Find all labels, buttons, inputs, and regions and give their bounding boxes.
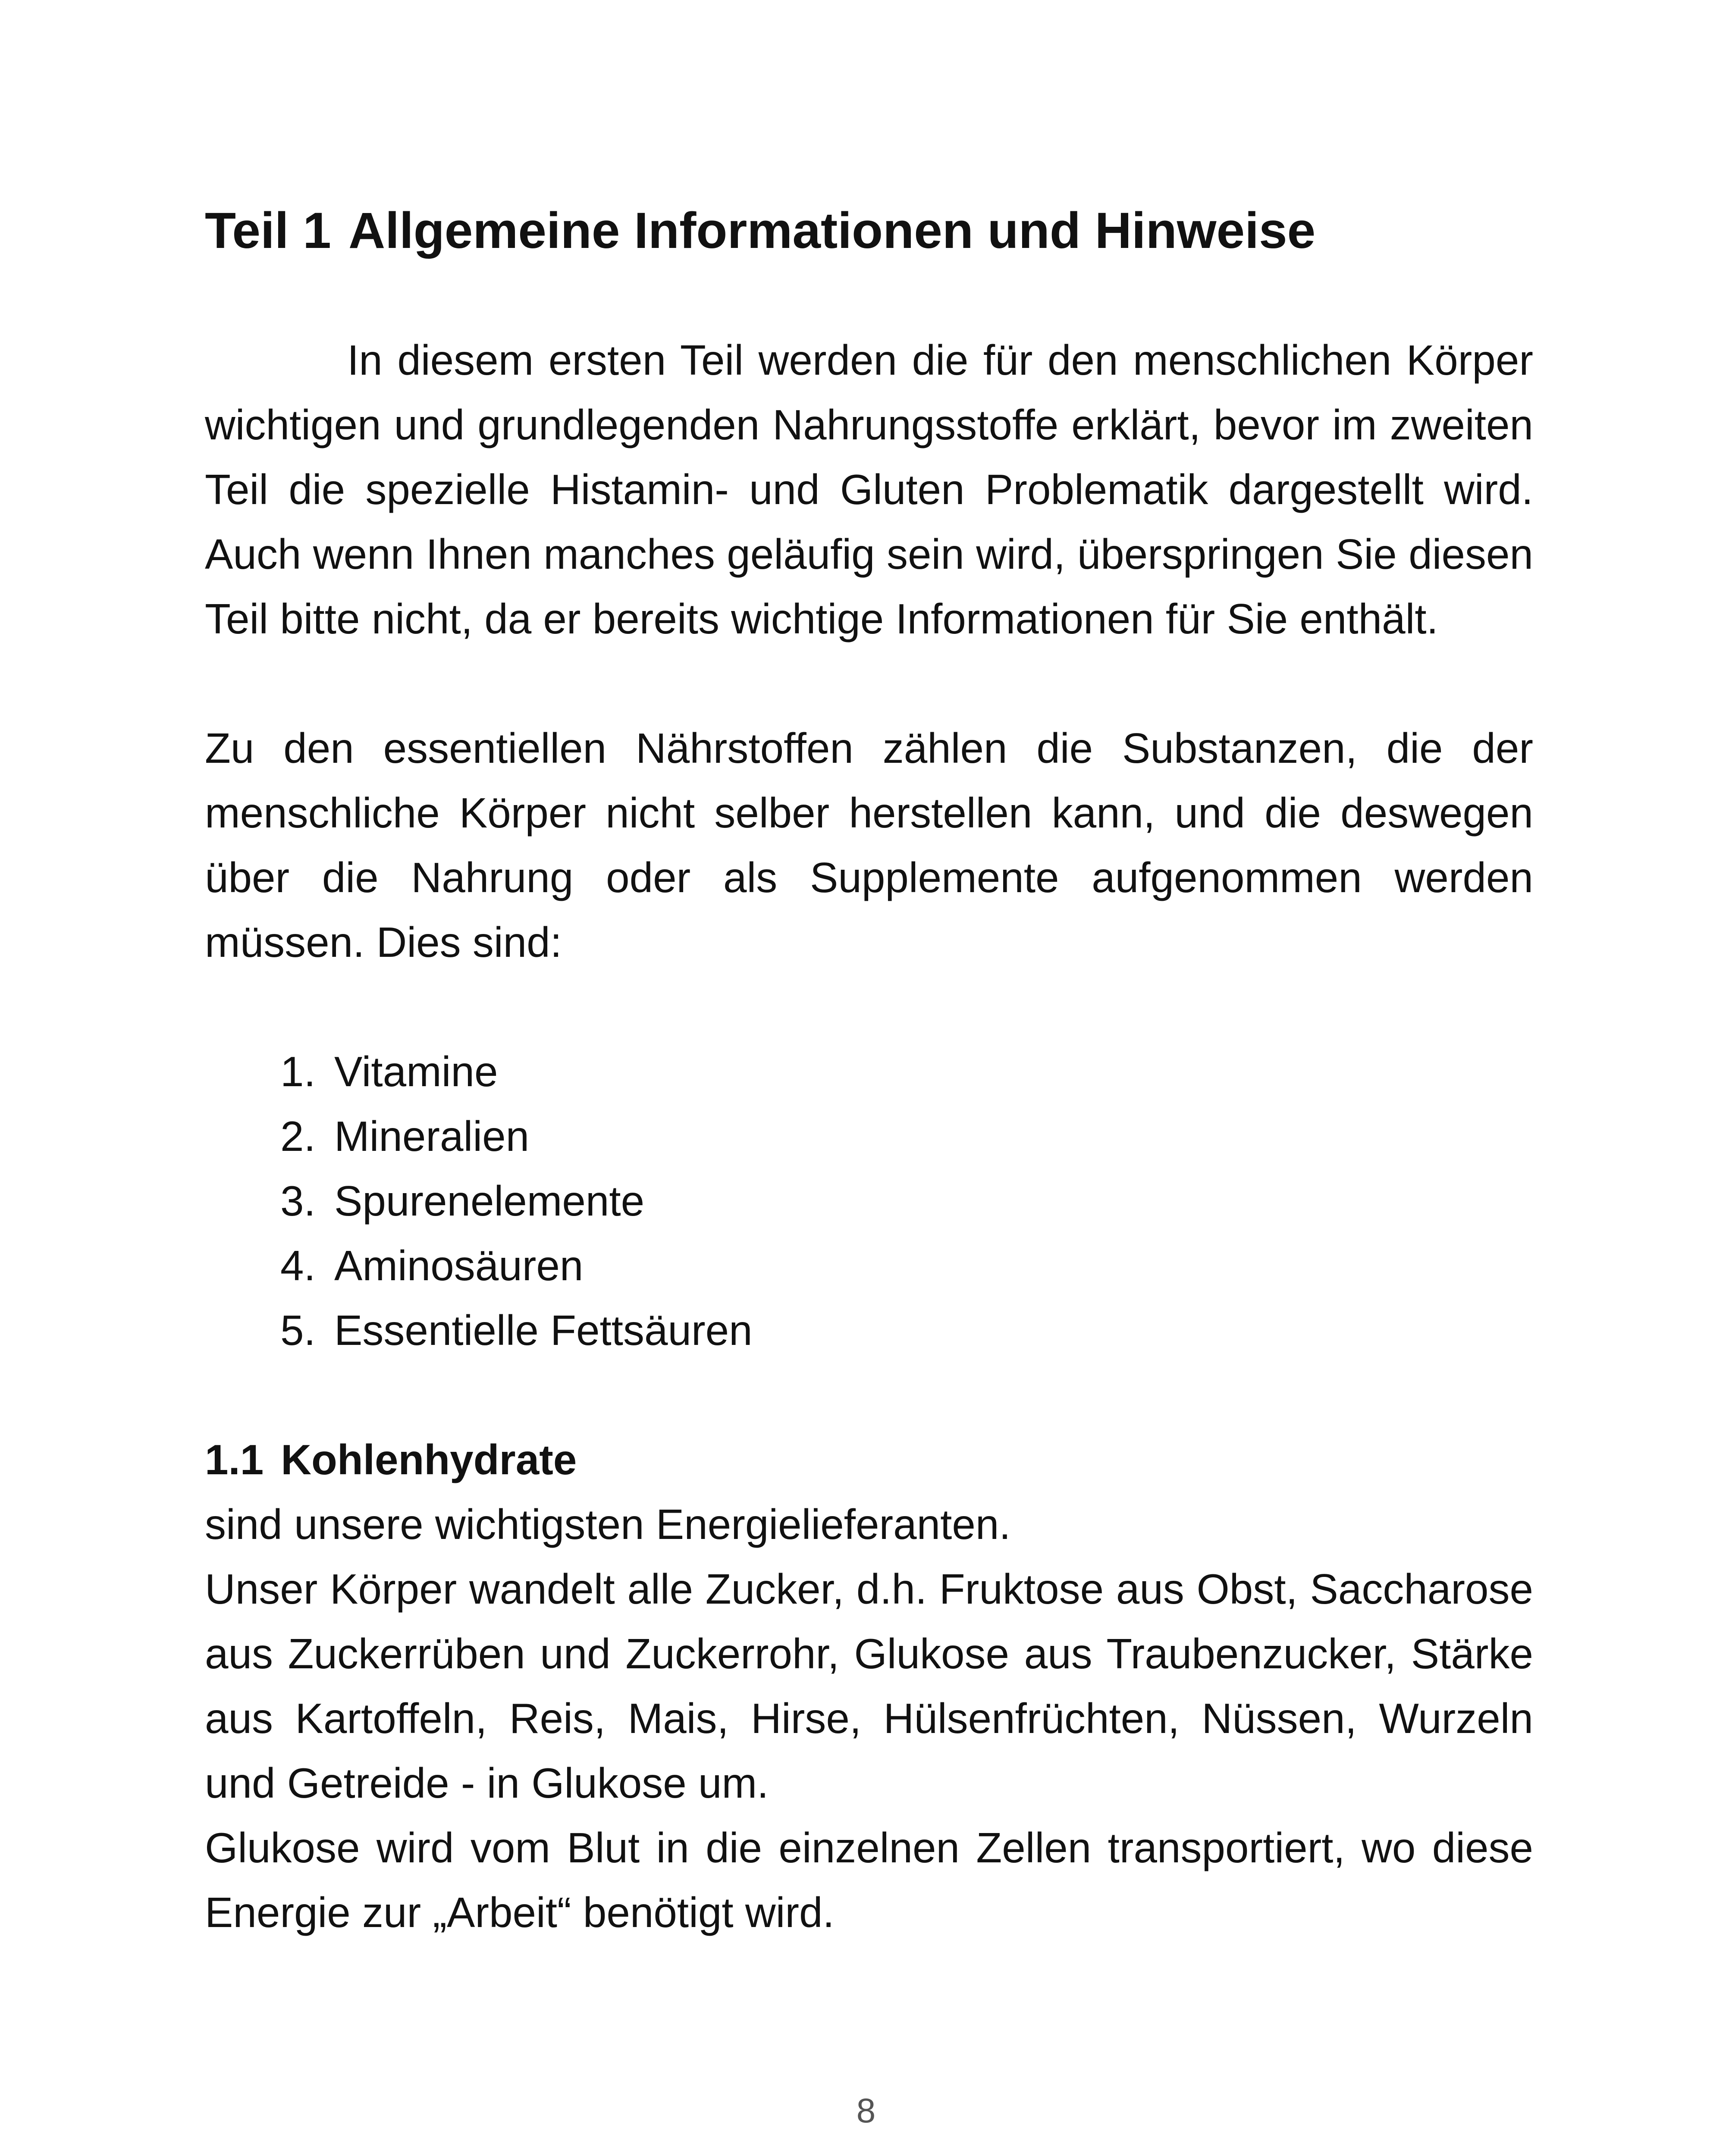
list-marker: 1.	[280, 1048, 316, 1095]
paragraph-spacer	[205, 651, 1533, 716]
list-item-text: Aminosäuren	[334, 1242, 584, 1289]
list-marker: 4.	[280, 1242, 316, 1289]
chapter-heading	[205, 198, 1533, 263]
list-item	[205, 1039, 1533, 1104]
essentials-paragraph: Zu den essentiellen Nährstoffen zählen die Substanzen, die der menschliche Körper nicht selber herstellen kann, und die deswegen über die Nahrung oder als Supplemente aufgenommen werden müssen. Dies sind:	[205, 724, 1533, 966]
list-marker: 3.	[280, 1177, 316, 1225]
list-item	[205, 1298, 1533, 1363]
list-item-text: Essentielle Fettsäuren	[334, 1307, 753, 1354]
list-item	[205, 1104, 1533, 1169]
section-title: Kohlenhydrate	[281, 1436, 577, 1483]
list-item	[205, 1233, 1533, 1298]
list-item-text: Spurenelemente	[334, 1177, 645, 1225]
section-number: 1.1	[205, 1436, 264, 1483]
paragraph-spacer	[205, 975, 1533, 1039]
page-content	[205, 198, 1533, 1945]
chapter-title: Allgemeine Informationen und Hinweise	[348, 202, 1316, 259]
list-item	[205, 1169, 1533, 1233]
section-heading	[205, 1427, 1533, 1492]
paragraph-spacer	[205, 1363, 1533, 1427]
section-line: Glukose wird vom Blut in die einzelnen Zellen transportiert, wo diese Energie zur „Arbeit“ benötigt wird.	[205, 1824, 1533, 1936]
nutrient-list	[205, 1039, 1533, 1363]
list-item-text: Vitamine	[334, 1048, 498, 1095]
list-marker: 2.	[280, 1112, 316, 1160]
section-line: Unser Körper wandelt alle Zucker, d.h. Fruktose aus Obst, Saccharose aus Zuckerrüben und Zuckerrohr, Glukose aus Traubenzucker, Stärke aus Kartoffeln, Reis, Mais, Hirse, Hülsenfrüchten, Nüssen, Wurzeln und Getreide - in Glukose um.	[205, 1565, 1533, 1807]
intro-paragraph: In diesem ersten Teil werden die für den menschlichen Körper wichtigen und grundlegenden Nahrungsstoffe erklärt, bevor im zweiten Teil die spezielle Histamin- und Gluten Problematik dargestellt wird. Auch wenn Ihnen manches geläufig sein wird, überspringen Sie diesen Teil bitte nicht, da er bereits wichtige Informationen für Sie enthält.	[205, 336, 1533, 642]
list-marker: 5.	[280, 1307, 316, 1354]
chapter-number: Teil 1	[205, 202, 331, 259]
section-line: sind unsere wichtigsten Energielieferanten.	[205, 1501, 1011, 1548]
list-item-text: Mineralien	[334, 1112, 530, 1160]
page-number: 8	[856, 2091, 876, 2130]
